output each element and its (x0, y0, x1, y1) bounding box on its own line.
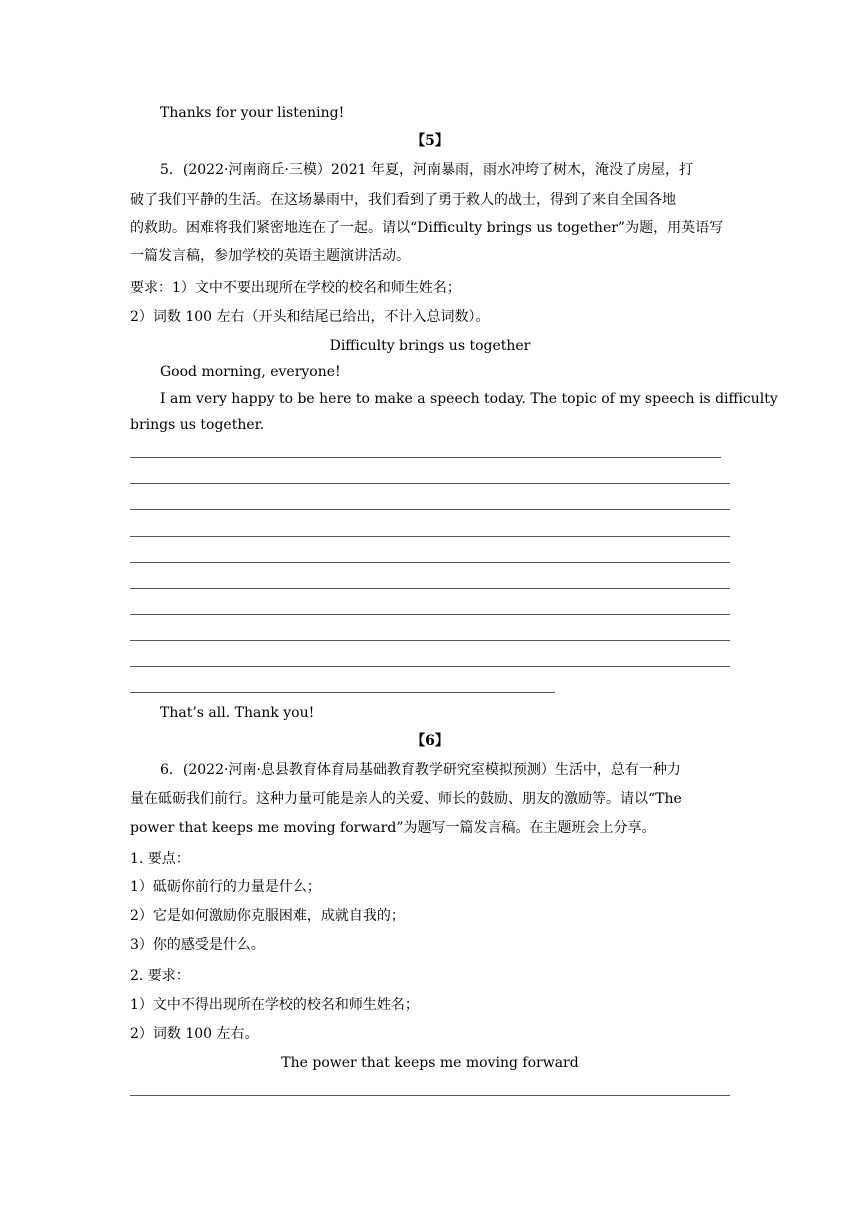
answer-line (130, 1095, 730, 1096)
q6-requirements-label: 2. 要求： (130, 968, 190, 984)
answer-line (130, 483, 730, 484)
q6-point: 1）砥砺你前行的力量是什么； (130, 879, 321, 895)
q5-opening-line: brings us together. (130, 417, 265, 433)
q6-prompt-line: power that keeps me moving forward”为题写一篇发言稿。在主题班会上分享。 (130, 820, 656, 836)
q5-greeting: Good morning, everyone! (160, 364, 341, 380)
q6-point: 3）你的感受是什么。 (130, 937, 265, 953)
q5-requirement: 要求：1）文中不要出现所在学校的校名和师生姓名； (130, 280, 461, 296)
q6-points-label: 1. 要点： (130, 851, 190, 867)
answer-line (130, 509, 730, 510)
answer-line (130, 562, 730, 563)
answer-line (130, 640, 730, 641)
q6-heading: 【6】 (411, 733, 449, 749)
q5-prompt-line: 一篇发言稿，参加学校的英语主题演讲活动。 (130, 248, 410, 264)
answer-line (130, 588, 730, 589)
q6-essay-title: The power that keeps me moving forward (281, 1055, 579, 1071)
q5-prompt-line: 5．(2022·河南商丘·三模）2021 年夏，河南暴雨，雨水冲垮了树木，淹没了房屋，打 (160, 162, 693, 178)
q5-opening-line: I am very happy to be here to make a speech today. The topic of my speech is difficulty (160, 391, 778, 407)
q5-requirement: 2）词数 100 左右（开头和结尾已给出，不计入总词数）。 (130, 309, 490, 325)
answer-line (130, 536, 730, 537)
q6-prompt-line: 6．(2022·河南·息县教育体育局基础教育教学研究室模拟预测）生活中，总有一种力 (160, 762, 681, 778)
q5-heading: 【5】 (411, 133, 449, 149)
q5-closing: That’s all. Thank you! (160, 705, 315, 721)
answer-line (130, 457, 721, 458)
answer-line (130, 666, 730, 667)
intro-closing-line: Thanks for your listening! (160, 105, 345, 121)
q5-prompt-line: 破了我们平静的生活。在这场暴雨中，我们看到了勇于救人的战士，得到了来自全国各地 (130, 192, 676, 208)
q6-prompt-line: 量在砥砺我们前行。这种力量可能是亲人的关爱、师长的鼓励、朋友的激励等。请以“The (130, 791, 682, 807)
q6-requirement: 1）文中不得出现所在学校的校名和师生姓名； (130, 997, 419, 1013)
q5-essay-title: Difficulty brings us together (329, 338, 531, 354)
q5-prompt-line: 的救助。困难将我们紧密地连在了一起。请以“Difficulty brings us together”为题，用英语写 (130, 220, 724, 236)
answer-line (130, 614, 730, 615)
q6-point: 2）它是如何激励你克服困难，成就自我的； (130, 908, 405, 924)
q6-requirement: 2）词数 100 左右。 (130, 1026, 259, 1042)
answer-line (130, 692, 555, 693)
